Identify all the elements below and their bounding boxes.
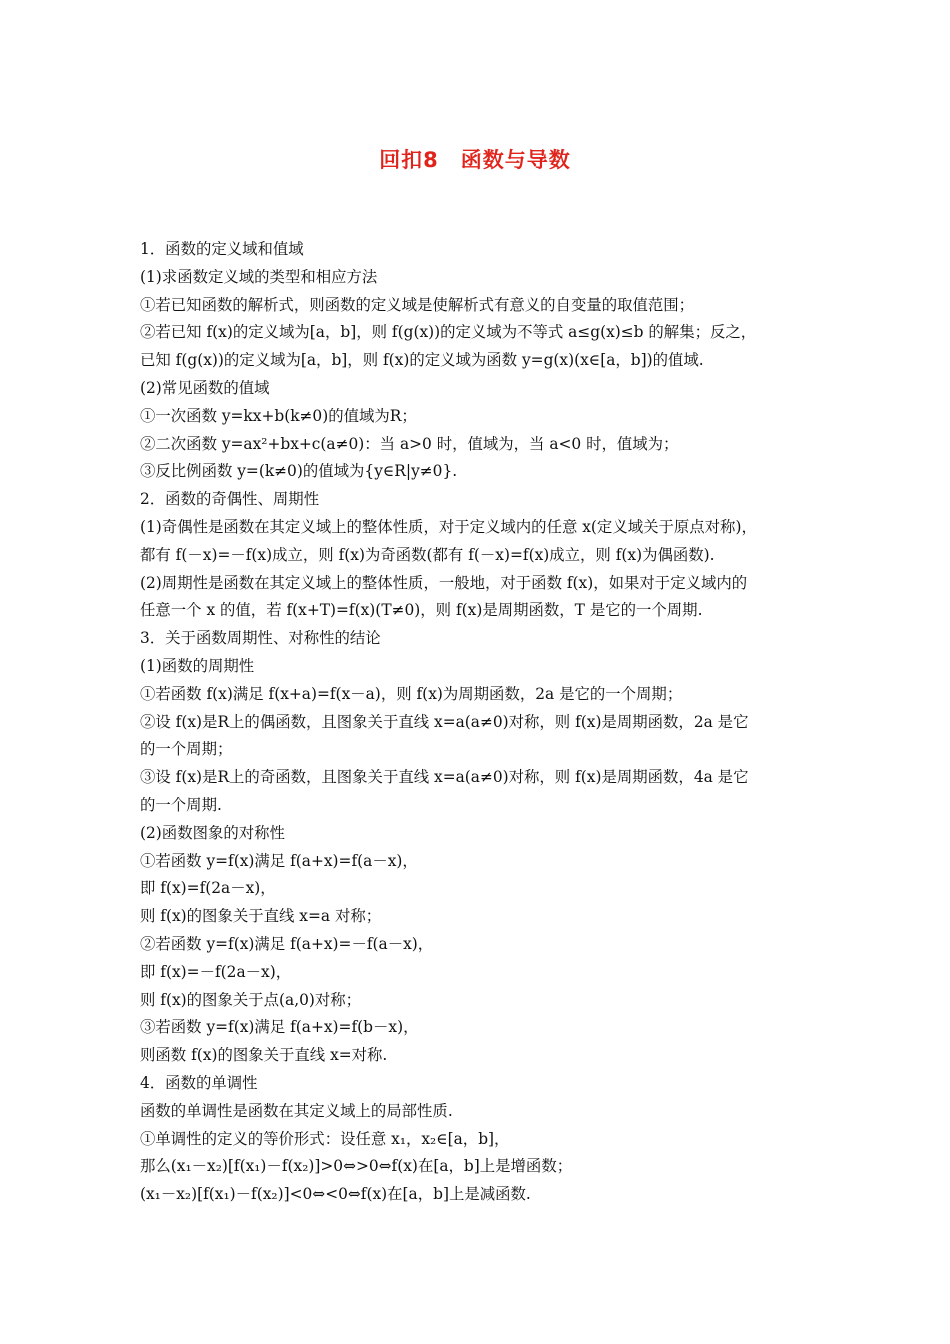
text-line: 即 f(x)=f(2a－x)， [140,879,276,898]
text-line: (2)周期性是函数在其定义域上的整体性质，一般地，对于函数 f(x)，如果对于定义域内的 [140,573,748,592]
text-line: 的一个周期； [140,740,233,759]
text-line: 4．函数的单调性 [140,1073,258,1092]
text-line: 则函数 f(x)的图象关于直线 x=对称. [140,1046,388,1065]
text-line: ①一次函数 y=kx+b(k≠0)的值域为R； [140,406,417,425]
text-line: ②设 f(x)是R上的偶函数，且图象关于直线 x=a(a≠0)对称，则 f(x)是周期函数，2a 是它 [140,712,749,731]
text-line: 的一个周期. [140,795,222,814]
text-line: ①若函数 y=f(x)满足 f(a+x)=f(a－x)， [140,851,418,870]
text-line: (1)函数的周期性 [140,656,255,675]
text-line: 即 f(x)=－f(2a－x)， [140,962,292,981]
text-line: 函数的单调性是函数在其定义域上的局部性质. [140,1101,453,1120]
text-line: ②二次函数 y=ax²+bx+c(a≠0)：当 a>0 时，值域为，当 a<0 时，值域为； [140,434,679,453]
text-line: 则 f(x)的图象关于直线 x=a 对称； [140,907,382,926]
text-line: 已知 f(g(x))的定义域为[a，b]，则 f(x)的定义域为函数 y=g(x)(x∈[a，b])的值域. [140,351,704,370]
text-line: (1)奇偶性是函数在其定义域上的整体性质，对于定义域内的任意 x(定义域关于原点对称)， [140,517,757,536]
page-title: 回扣8 函数与导数 [379,148,571,172]
text-line: 1．函数的定义域和值域 [140,240,304,258]
text-line: 则 f(x)的图象关于点(a,0)对称； [140,990,362,1009]
text-line: ①若已知函数的解析式，则函数的定义域是使解析式有意义的自变量的取值范围； [140,295,695,314]
text-line: (1)求函数定义域的类型和相应方法 [140,267,378,286]
text-line: 2．函数的奇偶性、周期性 [140,490,320,509]
text-line: ①单调性的定义的等价形式：设任意 x₁，x₂∈[a，b]， [140,1129,510,1148]
text-line: 3．关于函数周期性、对称性的结论 [140,629,381,648]
text-line: ①若函数 f(x)满足 f(x+a)=f(x－a)，则 f(x)为周期函数，2a 是它的一个周期； [140,684,683,703]
text-line: 任意一个 x 的值，若 f(x+T)=f(x)(T≠0)，则 f(x)是周期函数，T 是它的一个周期. [140,601,703,620]
text-line: 都有 f(－x)=－f(x)成立，则 f(x)为奇函数(都有 f(－x)=f(x)成立，则 f(x)为偶函数). [140,545,715,564]
text-line: 那么(x₁－x₂)[f(x₁)－f(x₂)]>0⇔>0⇔f(x)在[a，b]上是增函数； [140,1157,573,1176]
text-line: ③设 f(x)是R上的奇函数，且图象关于直线 x=a(a≠0)对称，则 f(x)是周期函数，4a 是它 [140,768,749,787]
text-line: ②若函数 y=f(x)满足 f(a+x)=－f(a－x)， [140,934,434,953]
text-line: (2)函数图象的对称性 [140,823,285,842]
text-line: ②若已知 f(x)的定义域为[a，b]，则 f(g(x))的定义域为不等式 a≤g(x)≤b 的解集；反之， [140,323,757,342]
text-line: (x₁－x₂)[f(x₁)－f(x₂)]<0⇔<0⇔f(x)在[a，b]上是减函数. [140,1185,531,1204]
text-line: ③若函数 y=f(x)满足 f(a+x)=f(b－x)， [140,1018,419,1037]
text-line: ③反比例函数 y=(k≠0)的值域为{y∈R|y≠0}. [140,462,458,481]
document-body [140,236,820,1209]
text-line: (2)常见函数的值域 [140,378,270,397]
